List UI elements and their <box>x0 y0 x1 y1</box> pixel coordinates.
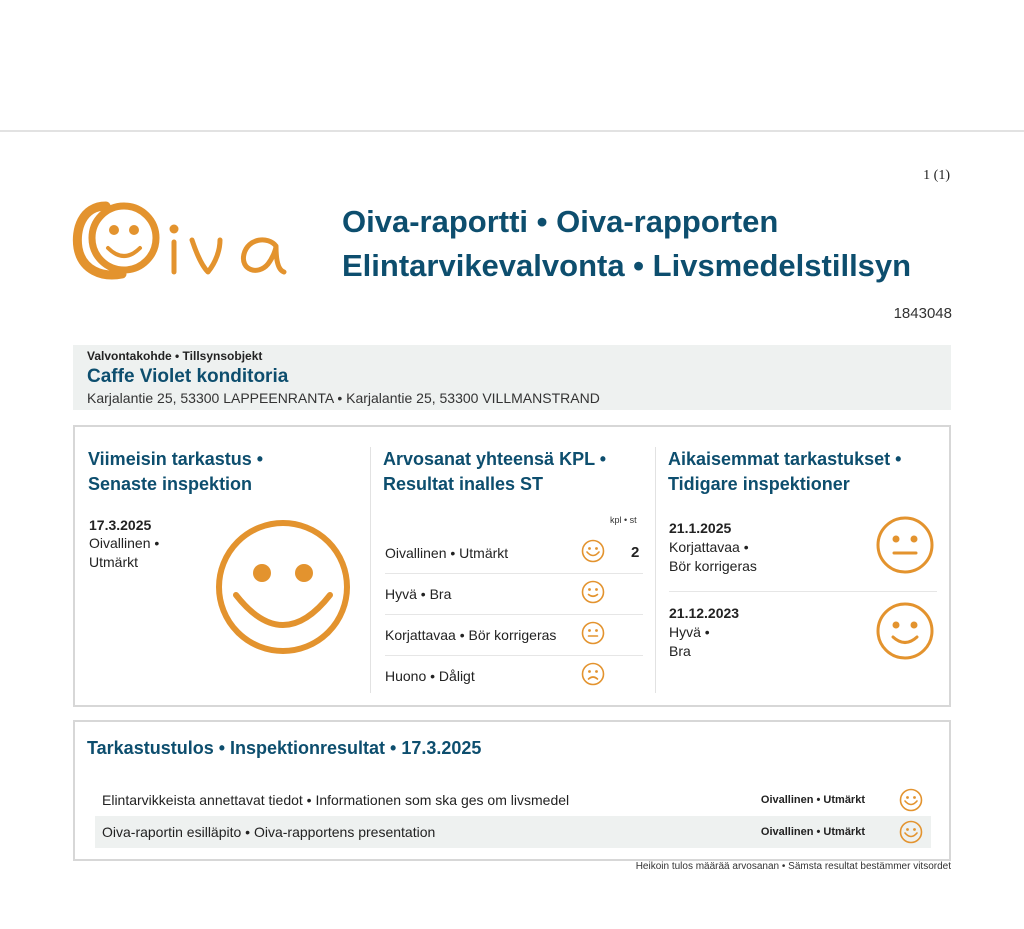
previous-heading-line1: Aikaisemmat tarkastukset • <box>668 449 902 469</box>
previous-grade-line2: Bör korrigeras <box>669 558 757 574</box>
top-divider <box>0 130 1024 132</box>
smile-icon <box>581 580 605 604</box>
grade-row-label: Hyvä • Bra <box>385 586 452 602</box>
result-topic: Elintarvikkeista annettavat tiedot • Informationen som ska ges om livsmedel <box>102 792 570 808</box>
column-divider <box>370 447 371 693</box>
report-title-line2: Elintarvikevalvonta • Livsmedelstillsyn <box>342 248 912 283</box>
smile-icon <box>875 601 935 661</box>
result-row <box>95 816 931 848</box>
object-address: Karjalantie 25, 53300 LAPPEENRANTA • Karjalantie 25, 53300 VILLMANSTRAND <box>87 390 600 406</box>
footnote: Heikoin tulos määrää arvosanan • Sämsta resultat bestämmer vitsordet <box>635 861 951 872</box>
sad-face-icon <box>581 662 605 686</box>
grade-row-label: Oivallinen • Utmärkt <box>385 545 509 561</box>
big-smile-icon <box>213 517 353 657</box>
big-smile-icon <box>899 820 923 844</box>
previous-divider <box>669 591 937 592</box>
totals-heading <box>383 447 606 497</box>
result-grade: Oivallinen • Utmärkt <box>760 826 865 838</box>
count-header: kpl • st <box>610 515 637 525</box>
result-heading: Tarkastustulos • Inspektionresultat • 17.3.2025 <box>87 738 482 758</box>
latest-grade-line2: Utmärkt <box>89 554 138 570</box>
latest-grade <box>89 534 159 572</box>
previous-grade <box>669 538 757 576</box>
report-title-line1: Oiva-raportti • Oiva-rapporten <box>342 204 779 239</box>
previous-grade <box>669 623 710 661</box>
object-label: Valvontakohde • Tillsynsobjekt <box>87 349 263 363</box>
big-smile-icon <box>581 539 605 563</box>
summary-panel <box>73 425 951 707</box>
neutral-face-icon <box>875 515 935 575</box>
latest-inspection-heading <box>88 447 263 497</box>
grade-row-label: Korjattavaa • Bör korrigeras <box>385 627 557 643</box>
totals-heading-line1: Arvosanat yhteensä KPL • <box>383 449 607 469</box>
grade-row-good <box>385 574 643 615</box>
grade-row-label: Huono • Dåligt <box>385 668 475 684</box>
previous-inspections-heading <box>668 447 901 497</box>
report-title <box>342 200 911 288</box>
inspection-result-panel <box>73 720 951 861</box>
grade-row-count: 2 <box>631 544 640 561</box>
result-grade: Oivallinen • Utmärkt <box>760 794 865 806</box>
previous-grade-line1: Hyvä • <box>669 624 710 640</box>
previous-heading-line2: Tidigare inspektioner <box>668 474 850 494</box>
previous-grade-line1: Korjattavaa • <box>669 539 749 555</box>
neutral-face-icon <box>581 621 605 645</box>
grade-row-excellent <box>385 533 643 574</box>
latest-date: 17.3.2025 <box>89 517 152 533</box>
latest-heading-line2: Senaste inspektion <box>88 474 253 494</box>
result-row <box>95 784 931 816</box>
column-divider <box>655 447 656 693</box>
oiva-logo <box>70 190 320 285</box>
result-topic: Oiva-raportin esilläpito • Oiva-rapportens presentation <box>102 824 436 840</box>
grade-row-poor <box>385 656 643 696</box>
page-number: 1 (1) <box>923 168 950 183</box>
document-id: 1843048 <box>893 305 952 322</box>
previous-date: 21.12.2023 <box>669 605 740 621</box>
inspection-object <box>73 345 951 410</box>
object-name: Caffe Violet konditoria <box>87 366 289 387</box>
grade-row-needs-correction <box>385 615 643 656</box>
latest-grade-line1: Oivallinen • <box>89 535 160 551</box>
totals-heading-line2: Resultat inalles ST <box>383 474 544 494</box>
latest-heading-line1: Viimeisin tarkastus • <box>88 449 264 469</box>
big-smile-icon <box>899 788 923 812</box>
previous-date: 21.1.2025 <box>669 520 732 536</box>
previous-grade-line2: Bra <box>669 643 691 659</box>
